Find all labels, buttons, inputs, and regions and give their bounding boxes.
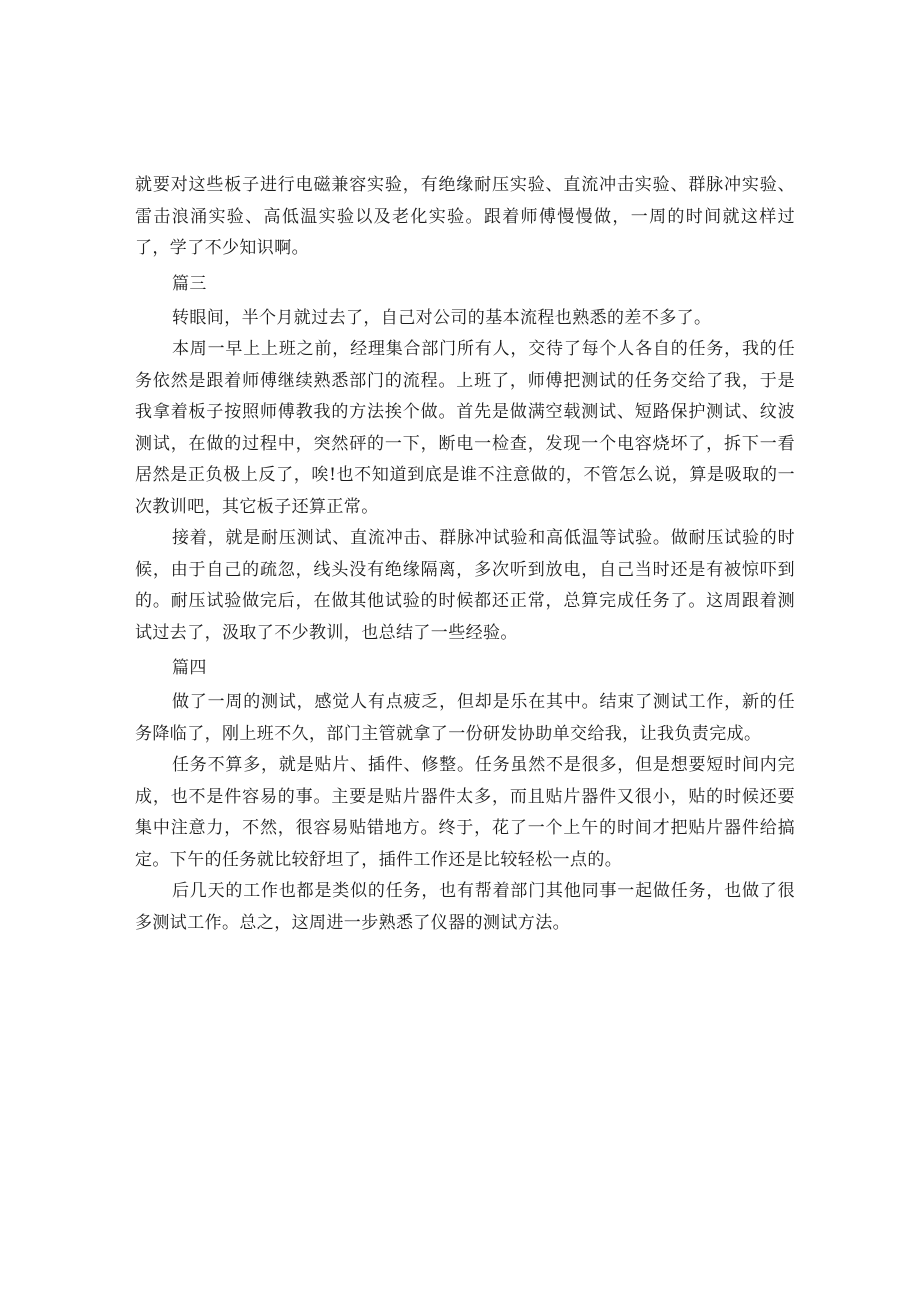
paragraph: 任务不算多，就是贴片、插件、修整。任务虽然不是很多，但是想要短时间内完成，也不是件容易的事。主要是贴片器件太多，而且贴片器件又很小，贴的时候还要集中注意力，不然，很容易贴错地方。终于，花了一个上午的时间才把贴片器件给搞定。下午的任务就比较舒坦了，插件工作还是比较轻松一点的。: [135, 755, 795, 870]
paragraph-continued: 就要对这些板子进行电磁兼容实验，有绝缘耐压实验、直流冲击实验、群脉冲实验、雷击浪涌实验、高低温实验以及老化实验。跟着师傅慢慢做，一周的时间就这样过了，学了不少知识啊。: [135, 175, 795, 258]
section-heading-3: 篇三: [172, 273, 207, 294]
paragraph: 转眼间，半个月就过去了，自己对公司的基本流程也熟悉的差不多了。: [172, 307, 712, 328]
paragraph: 接着，就是耐压测试、直流冲击、群脉冲试验和高低温等试验。做耐压试验的时候，由于自己的疏忽，线头没有绝缘隔离，多次听到放电，自己当时还是有被惊吓到的。耐压试验做完后，在做其他试验的时候都还正常，总算完成任务了。这周跟着测试过去了，汲取了不少教训，也总结了一些经验。: [135, 528, 795, 643]
document-body: [135, 170, 795, 939]
section-heading-4: 篇四: [172, 658, 207, 678]
paragraph: 本周一早上上班之前，经理集合部门所有人，交待了每个人各自的任务，我的任务依然是跟着师傅继续熟悉部门的流程。上班了，师傅把测试的任务交给了我，于是我拿着板子按照师傅教我的方法挨个做。首先是做满空载测试、短路保护测试、纹波测试，在做的过程中，突然砰的一下，断电一检查，发现一个电容烧坏了，拆下一看居然是正负极上反了，唉!也不知道到底是谁不注意做的，不管怎么说，算是吸取的一次教训吧，其它板子还算正常。: [135, 339, 795, 517]
paragraph: 做了一周的测试，感觉人有点疲乏，但却是乐在其中。结束了测试工作，新的任务降临了，刚上班不久，部门主管就拿了一份研发协助单交给我，让我负责完成。: [135, 692, 795, 744]
paragraph: 后几天的工作也都是类似的任务，也有帮着部门其他同事一起做任务，也做了很多测试工作。总之，这周进一步熟悉了仪器的测试方法。: [135, 881, 795, 933]
